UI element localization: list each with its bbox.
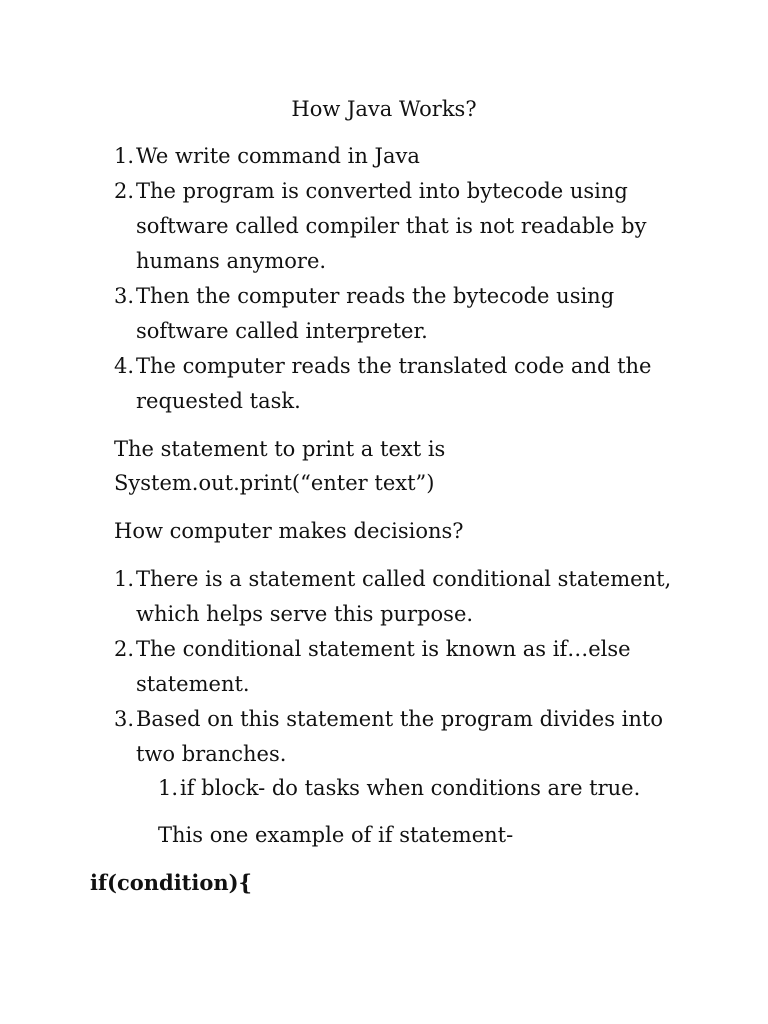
list-number: 2. [113,179,134,203]
list-number: 3. [113,707,134,731]
list-item [108,139,688,174]
list-item [108,562,688,632]
list-item [108,349,688,419]
print-statement-line: The statement to print a text is [114,437,446,461]
list-number: 3. [113,284,134,308]
branches-list [152,771,712,806]
document-title: How Java Works? [291,97,477,121]
list-item-text: if block- do tasks when conditions are true. [180,776,641,800]
list-number: 1. [157,776,178,800]
decision-points-list [108,562,688,772]
print-statement-code: System.out.print(“enter text”) [114,471,435,495]
example-intro: This one example of if statement- [158,823,514,847]
list-item-text: The program is converted into bytecode using software called compiler that is not readable by humans anymore. [136,179,647,273]
code-line: if(condition){ [90,870,253,895]
print-statement-paragraph [114,432,694,500]
list-item-text: Based on this statement the program divides into two branches. [136,707,663,766]
list-number: 4. [113,354,134,378]
list-item [108,632,688,702]
list-number: 2. [113,637,134,661]
list-item-text: The computer reads the translated code and the requested task. [136,354,652,413]
list-item-text: The conditional statement is known as if…else statement. [136,637,631,696]
list-item-text: We write command in Java [136,144,420,168]
list-item [108,702,688,772]
java-steps-list [108,139,688,419]
decisions-heading: How computer makes decisions? [114,519,464,543]
list-number: 1. [113,567,134,591]
list-item-text: Then the computer reads the bytecode using software called interpreter. [136,284,615,343]
list-item [152,771,712,806]
list-number: 1. [113,144,134,168]
list-item-text: There is a statement called conditional statement, which helps serve this purpose. [136,567,672,626]
list-item [108,174,688,279]
list-item [108,279,688,349]
